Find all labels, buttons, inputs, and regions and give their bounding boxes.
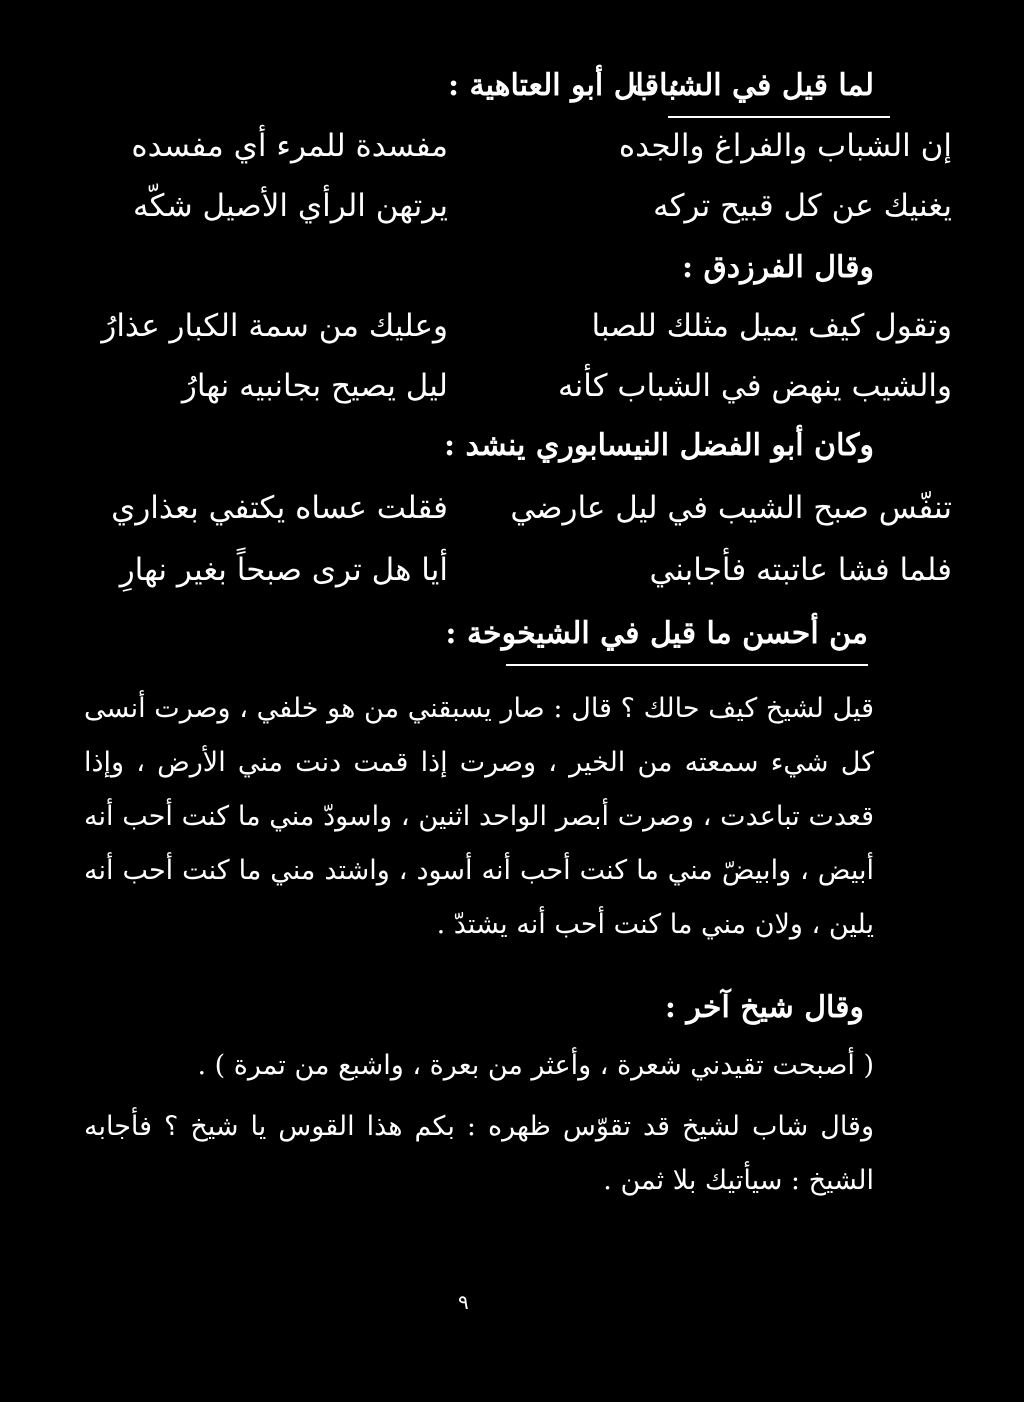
verse-5-second-hemistich: فقلت عساه يكتفي بعذاري — [111, 490, 448, 526]
verse-2-second-hemistich: يرتهن الرأي الأصيل شكّه — [132, 188, 448, 224]
heading-underline-2 — [506, 664, 868, 666]
verse-4-first-hemistich: والشيب ينهض في الشباب كأنه — [558, 368, 952, 404]
page-number: ٩ — [458, 1290, 469, 1314]
section-heading-youth: لما قيل في الشباب — [630, 68, 874, 103]
verse-1-first-hemistich: إن الشباب والفراغ والجده — [618, 128, 952, 164]
attribution-abu-al-fadl: وكان أبو الفضل النيسابوري ينشد : — [443, 428, 874, 463]
verse-1-second-hemistich: مفسدة للمرء أي مفسده — [131, 128, 448, 164]
paragraph-old-man-answer: قيل لشيخ كيف حالك ؟ قال : صار يسبقني من هو خلفي ، وصرت أنسى كل شيء سمعته من الخير ، وصرت إذا قمت دنت مني الأرض ، وإذا قعدت تباعدت ، وصرت أبصر الواحد اثنين ، واسودّ مني ما كنت أحب أنه أبيض ، وابيضّ مني ما كنت أحب أنه أسود ، واشتد مني ما كنت أحب أنه يلين ، ولان مني ما كنت أحب أنه يشتدّ . — [84, 693, 874, 940]
attribution-abu-al-atahiya: : قال أبو العتاهية : — [448, 68, 681, 103]
verse-4-second-hemistich: ليل يصيح بجانبيه نهارُ — [181, 368, 448, 404]
attribution-another-old-man: وقال شيخ آخر : — [664, 990, 864, 1025]
heading-underline — [668, 116, 890, 118]
verse-3-second-hemistich: وعليك من سمة الكبار عذارُ — [101, 308, 448, 344]
verse-3-first-hemistich: وتقول كيف يميل مثلك للصبا — [591, 308, 952, 344]
verse-2-first-hemistich: يغنيك عن كل قبيح تركه — [653, 188, 952, 224]
verse-5-first-hemistich: تنفّس صبح الشيب في ليل عارضي — [510, 490, 952, 526]
quote-old-man: ( أصبحت تقيدني شعرة ، وأعثر من بعرة ، واشبع من تمرة ) . — [197, 1050, 874, 1081]
verse-6-first-hemistich: فلما فشا عاتبته فأجابني — [649, 552, 952, 588]
attribution-al-farazdaq: وقال الفرزدق : — [681, 250, 874, 285]
section-heading-old-age: من أحسن ما قيل في الشيخوخة : — [445, 616, 868, 651]
paragraph-youth-and-old-man: وقال شاب لشيخ قد تقوّس ظهره : بكم هذا القوس يا شيخ ؟ فأجابه الشيخ : سيأتيك بلا ثمن . — [84, 1111, 874, 1196]
verse-6-second-hemistich: أيا هل ترى صبحاً بغير نهارِ — [119, 552, 448, 588]
